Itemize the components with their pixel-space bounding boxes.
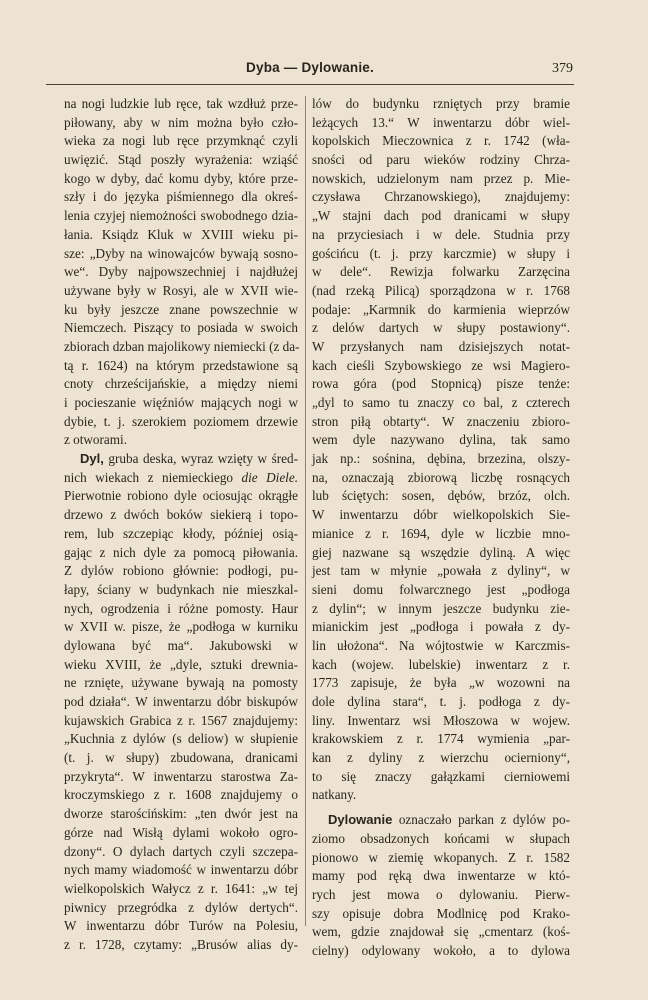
text-line: (nad rzeką Pilicą) sporządzona w r. 1768	[312, 282, 570, 298]
text-line: „dyl to samo tu znaczy co bal, z czterech	[312, 395, 570, 410]
text-line: Dylowanie oznaczało parkan z dylów po-	[328, 812, 570, 828]
text-line: kroczymskiego z r. 1608 znajdujemy o	[64, 787, 298, 803]
text-line: pod działa“. W inwentarzu dóbr biskupów	[64, 694, 298, 709]
italic-term: die Diele.	[241, 469, 298, 485]
text-line: leżących 13.“ W inwentarzu dóbr wiel-	[312, 114, 570, 130]
text-line: na przyciesiach i w dele. Studnia przy	[312, 226, 570, 242]
text-line: lów do budynku rzniętych przy bramie	[312, 96, 570, 111]
dylowanie-entry	[312, 811, 570, 961]
dyby-entry-continued	[64, 95, 298, 450]
text-line: cnoty chrześcijańskie, a między niemi	[64, 376, 298, 392]
text-line: stron piłą obtarty“. W znaczeniu zbioro-	[312, 413, 570, 429]
dyl-entry-continued	[312, 95, 570, 805]
text-line: kujawskich Grabica z r. 1567 znajdujemy:	[64, 712, 298, 728]
text-line: jest tam w młynie „powała z dyliny“, w	[312, 563, 570, 579]
text-line: drzewo z dwóch boków siekierą i topo-	[64, 507, 298, 523]
left-column	[64, 95, 298, 955]
text-line: z delów dartych w słupy postawiony“.	[312, 320, 570, 336]
text-line: kach (wojew. lubelskie) inwentarz z r.	[312, 656, 570, 672]
text-line: to się znaczy gałązkami cierniowemi	[312, 768, 570, 784]
running-header	[0, 60, 648, 84]
text-line: łapy, ściany w budynkach nie mieszkal-	[64, 581, 298, 597]
text-line: we“. Dyby najpowszechniej i najdłużej	[64, 264, 298, 280]
text-line: sze: „Dyby na winowajców bywają sosno-	[64, 245, 298, 261]
running-title: Dyba — Dylowanie.	[246, 60, 374, 75]
text-line: nych mamy wiadomość w inwentarzu dóbr	[64, 862, 298, 878]
text-line: mianice z r. 1694, dyle w liczbie mno-	[312, 525, 570, 541]
text-line: ku były jeszcze znane powszechnie w	[64, 301, 298, 317]
text-line: nich wiekach z niemieckiego die Diele.	[64, 469, 298, 485]
right-column	[312, 95, 570, 961]
text-line: pionowo w ziemię wkopanych. Z r. 1582	[312, 849, 570, 865]
text-line: cielny) odylowany wokoło, a to dylowa	[312, 942, 570, 958]
text-line: wem dyle nazywano dylina, tak samo	[312, 432, 570, 448]
text-line: sieni domu folwarcznego jest „podłoga	[312, 581, 570, 597]
text-line: rem, lub szczepiąc kłody, później osią-	[64, 525, 298, 541]
text-line: liny. Inwentarz wsi Młoszowa w wojew.	[312, 712, 570, 728]
text-line: w XVII w. pisze, że „podłoga w kurniku	[64, 619, 298, 635]
text-line: z dylin“; w innym jeszcze budynku zie-	[312, 600, 570, 616]
text-line: lin ułożona“. Na wójtostwie w Karczmis-	[312, 637, 570, 653]
text-line: lub ściętych: sosen, dębów, brzóz, olch.	[312, 488, 570, 504]
text-line: mamy pod ręką dwa inwentarze w któ-	[312, 868, 570, 884]
text-line: dylowana być ma“. Jakubowski w	[64, 637, 298, 653]
text-line: zbiorach dzban majolikowy niemiecki (z da-	[64, 338, 300, 354]
text-line: szły i do języka piśmiennego dla okreś-	[64, 189, 298, 205]
text-line: czysława Chrzanowskiego), znajdujemy:	[312, 189, 570, 205]
text-line: kogo w dyby, dać komu dyby, które prze-	[64, 170, 298, 186]
text-line: podaje: „Karmnik do karmienia wieprzów	[312, 301, 570, 317]
text-line: w dele“. Rewizja folwarku Zarzęcina	[312, 264, 570, 280]
text-line: na nogi ludzkie lub ręce, tak wzdłuż prze-	[64, 96, 298, 111]
text-line: gając z nich dyle za pomocą piłowania.	[64, 544, 298, 560]
text-line: górze nad Wisłą dylami wokoło ogro-	[64, 824, 298, 840]
text-line: „Kuchnia z dylów (s deliow) w słupienie	[64, 731, 298, 747]
text-line: krakowskiem z r. 1774 wymienia „par-	[312, 731, 570, 747]
header-rule	[46, 84, 574, 85]
text-line: szy opisuje dobra Modlnicę pod Krako-	[312, 905, 570, 921]
text-line: nych, ogrodzenia i różne pomosty. Haur	[64, 600, 298, 616]
text-line: W przysłanych nam dzisiejszych notat-	[312, 338, 570, 354]
text-line: Dyl, gruba deska, wyraz wzięty w śred-	[80, 451, 298, 467]
text-line: dybie, t. j. szerokiem poziomem drzewie	[64, 413, 298, 429]
text-line: Niemczech. Piszący to posiada w swoich	[64, 320, 298, 336]
page-number: 379	[552, 61, 573, 76]
text-line: jak np.: sośnina, dębina, brzezina, olszy-	[312, 451, 570, 467]
text-line: giej nazwane są wszędzie dyliną. A więc	[312, 544, 570, 560]
text-line: gościńcu (t. j. przy karczmie) w słupy i	[312, 245, 570, 261]
text-line: używane były w Rosyi, ale w XVII wie-	[64, 282, 298, 298]
text-line: przykryta“. W inwentarzu starostwa Za-	[64, 768, 298, 784]
text-line: 1773 zapisuje, że była „w wozowni na	[312, 675, 570, 691]
text-line: wielkopolskich Wałycz z r. 1641: „w tej	[64, 880, 298, 896]
text-line: dole dylina stara“, t. j. podłoga z dy-	[312, 694, 570, 709]
text-line: piłowany, aby w nim można było czło-	[64, 114, 298, 130]
text-line: „W stajni dach pod dranicami w słupy	[312, 208, 570, 224]
text-line: dzony“. O dylach dartych czyli szczepa-	[64, 843, 298, 859]
text-line: W inwentarzu dóbr wielkopolskich Sie-	[312, 507, 570, 523]
text-line: kan z dyliny z wierzchu ocierniony“,	[312, 750, 570, 766]
column-divider	[305, 96, 306, 926]
text-line: dworze starościńskim: „ten dwór jest na	[64, 806, 298, 822]
entry-headword-dyl: Dyl,	[80, 451, 104, 467]
text-line: wem, gdzie znajdował się „cmentarz (koś-	[312, 924, 570, 940]
text-line: sności od paru wieków rodziny Chrza-	[312, 152, 570, 168]
text-line: uwięzić. Stąd poszły wyrażenia: wziąść	[64, 152, 298, 168]
text-line: wieka za nogi lub ręce przymknąć czyli	[64, 133, 298, 149]
text-line: W inwentarzu dóbr Turów na Polesiu,	[64, 918, 298, 934]
text-line: nowskich, udzielonym nam przez p. Mie-	[312, 170, 570, 186]
text-line: rych jest mowa o dylowaniu. Pierw-	[312, 886, 570, 902]
text-line: mianickim jest „podłoga i powała z dy-	[312, 619, 570, 635]
text-line: Z dylów robiono głównie: podłogi, pu-	[64, 563, 298, 579]
text-line: Pierwotnie robiono dyle ociosując okrągłe	[64, 488, 298, 504]
text-line: kopolskich Mieczownica z r. 1742 (wła-	[312, 133, 570, 149]
text-line: tą r. 1624) na którym przedstawione są	[64, 357, 298, 373]
text-line: z otworami.	[64, 432, 127, 448]
text-line: (t. j. w słupy) zbudowana, dranicami	[64, 750, 298, 766]
text-line: natkany.	[312, 787, 357, 803]
text-line: rowa góra (pod Stopnicą) pisze tenże:	[312, 376, 570, 392]
dyl-entry	[64, 450, 298, 955]
text-line: ne rznięte, używane bywają na pomosty	[64, 675, 298, 691]
text-line: kach cieśli Szybowskiego ze wsi Magiero-	[312, 357, 570, 373]
entry-headword-dylowanie: Dylowanie	[328, 812, 393, 828]
text-line: łania. Ksiądz Kluk w XVIII wieku pi-	[64, 226, 298, 242]
text-line: ziomo obsadzonych końcami w słupach	[312, 830, 570, 846]
text-line: wieku XVIII, że „dyle, sztuki drewnia-	[64, 656, 298, 672]
text-line: z r. 1728, czytamy: „Brusów alias dy-	[64, 936, 298, 952]
text-line: piwnicy przegródka z dylów dertych“.	[64, 899, 298, 915]
text-line: i pocieszanie więźniów mających nogi w	[64, 395, 298, 410]
text-line: na, oznaczają zbiorową liczbę rosnących	[312, 469, 570, 485]
text-line: lenia czyjej niemożności swobodnego dzia-	[64, 208, 298, 224]
